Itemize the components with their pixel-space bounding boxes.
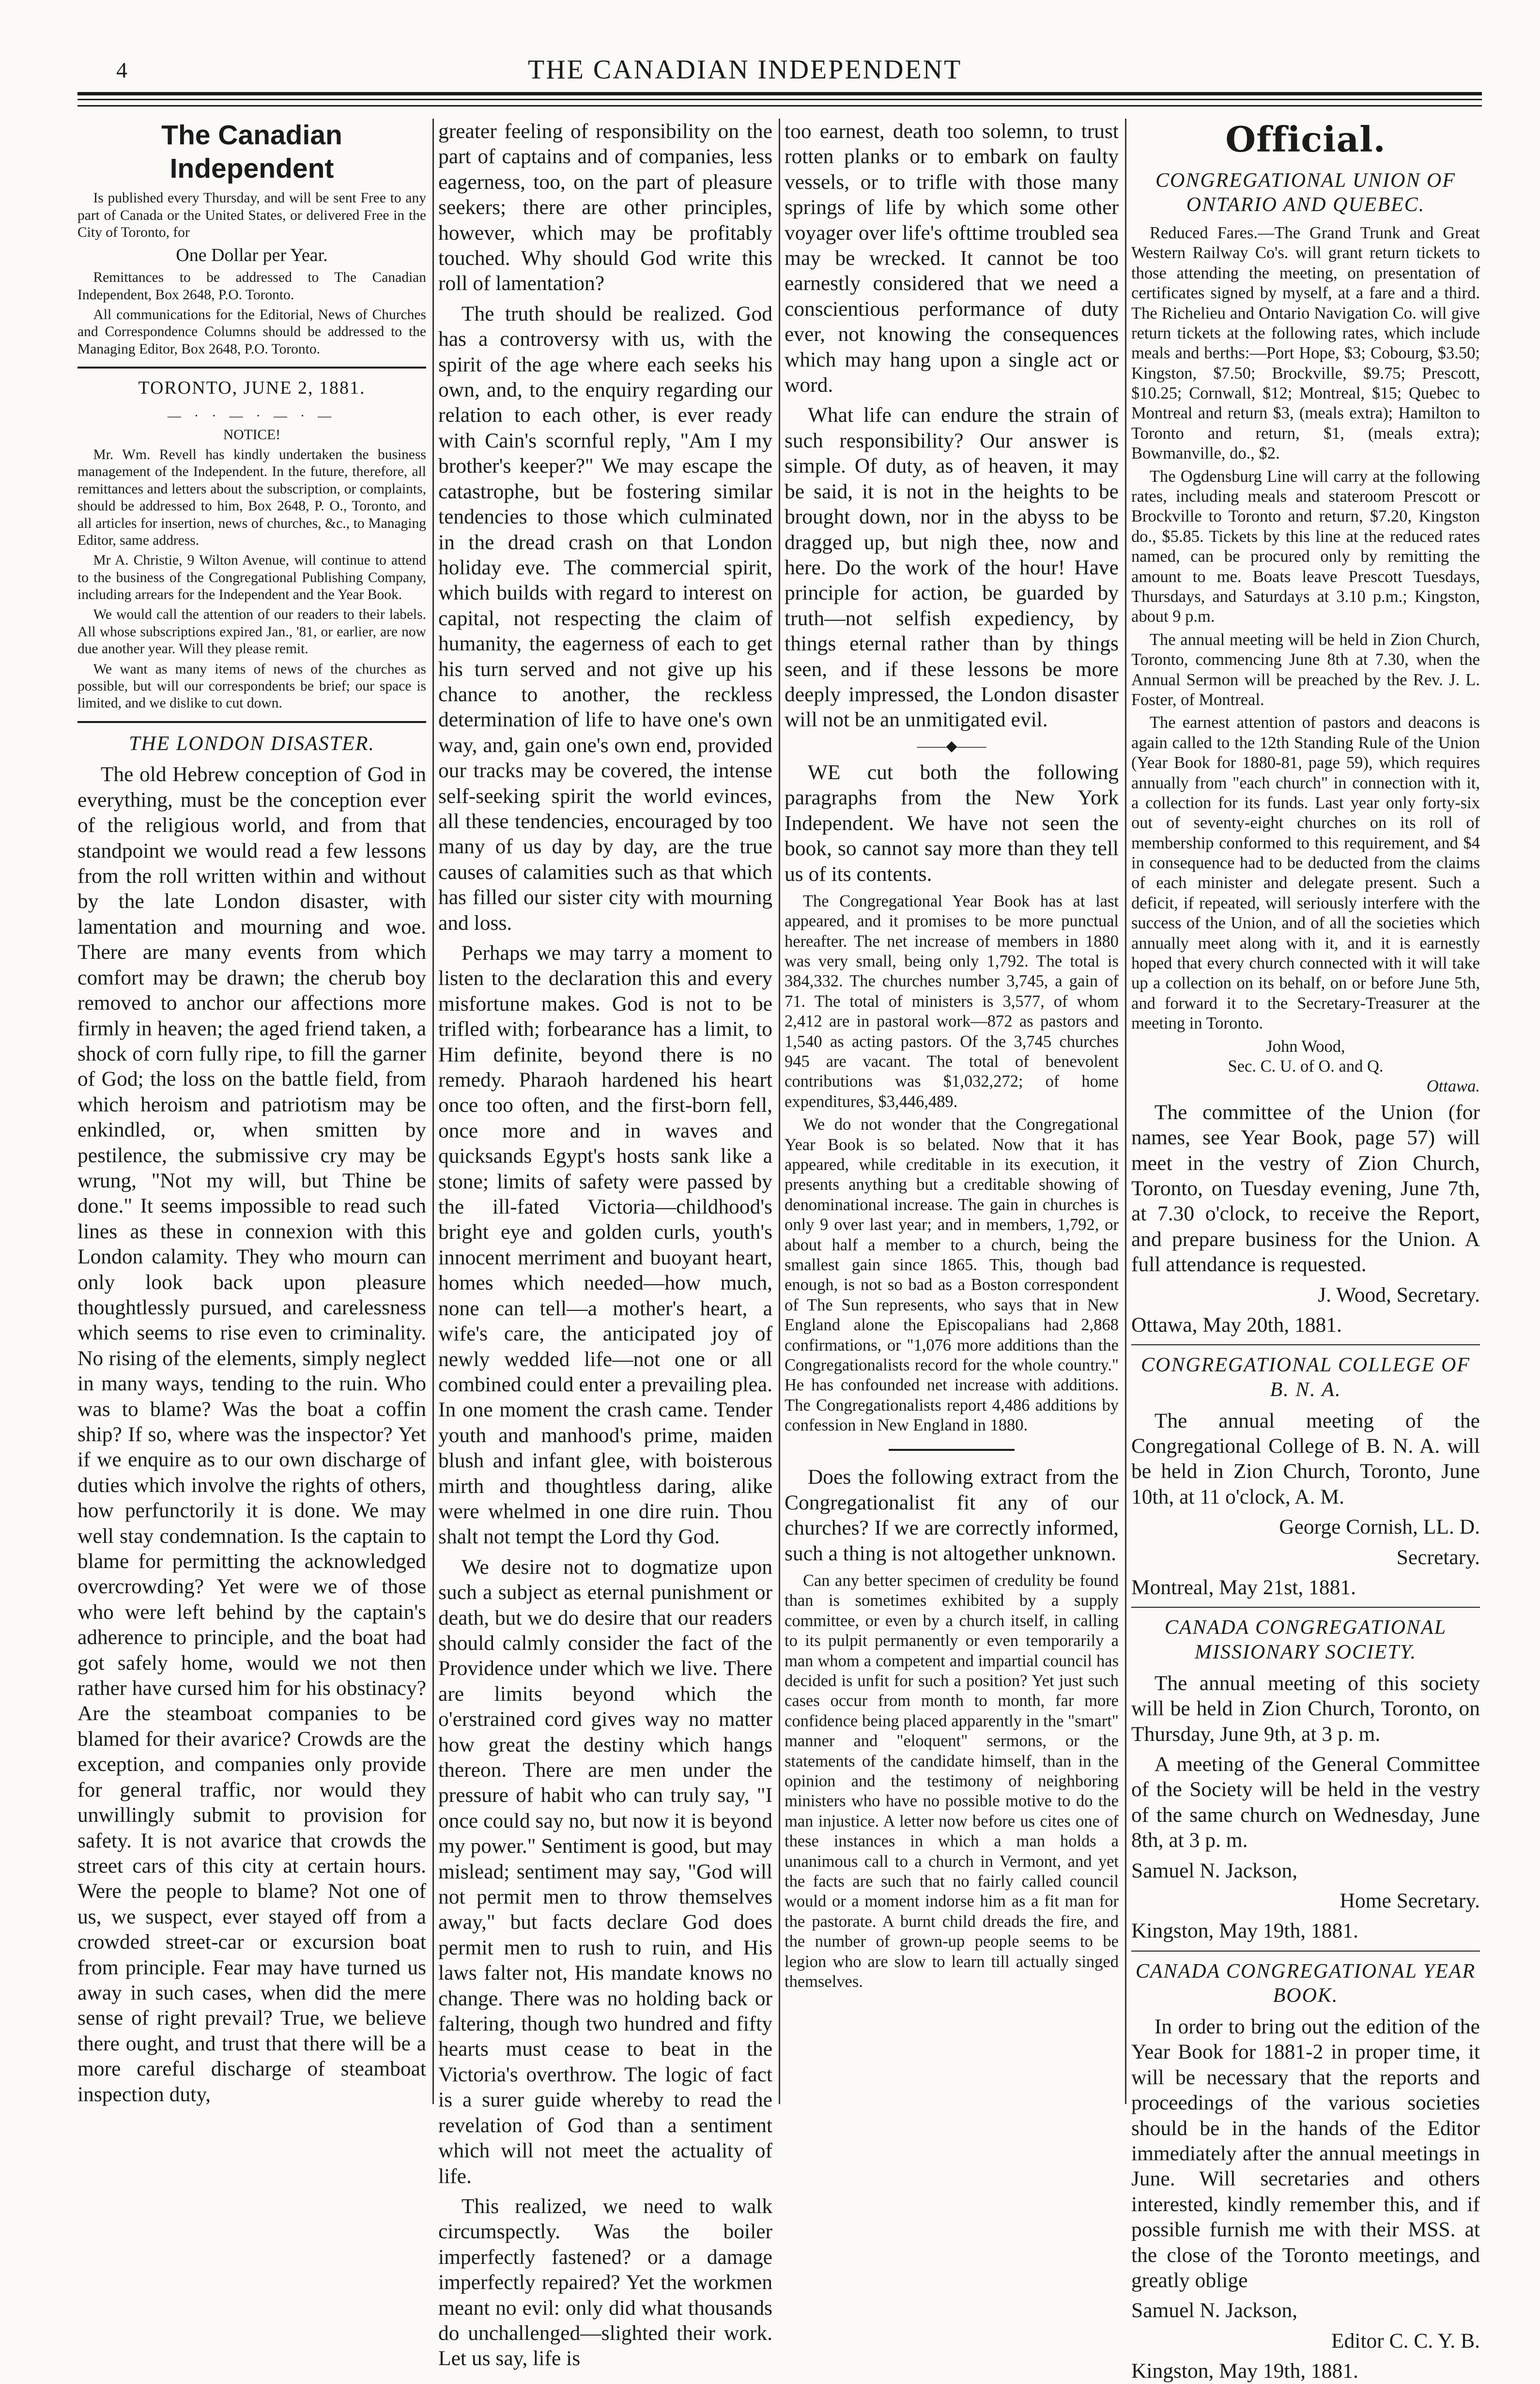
page-number: 4 xyxy=(116,58,127,82)
ornament-divider: — · · — · — · — xyxy=(167,408,337,424)
column-4 xyxy=(1131,119,1480,2383)
signature-place: Ottawa. xyxy=(1426,1077,1480,1096)
signature-title: Editor C. C. Y. B. xyxy=(1331,2329,1480,2353)
signature: Samuel N. Jackson, xyxy=(1131,2299,1298,2322)
notice-paragraph: In order to bring out the edition of the Year Book for 1881-2 in proper time, it will be necessary that the reports and proceedings of the various societies should be in the hands of the Editor immediately after the annual meetings in June. Will secretaries and others interested, kindly remember this, and if possible furnish me with their MSS. at the close of the Toronto meetings, and greatly oblige xyxy=(1131,2015,1480,2292)
heading-congregational-union: CONGREGATIONAL UNION OF ONTARIO AND QUEBEC. xyxy=(1155,169,1456,216)
union-notices xyxy=(1131,223,1480,1097)
masthead-rule-thin xyxy=(77,99,1482,100)
article-paragraph: What life can endure the strain of such responsibility? Our answer is simple. Of duty, as of heaven, it may be said, it is not in the heights to be brought down, nor in the abyss to be dragged up, but nigh thee, now and here. Do the work of the hour! Have principle for action, be guarded by truth—not selfish expediency, by things eternal rather than by things seen, and if these lessons be more deeply impressed, the London disaster will not be an unmitigated evil. xyxy=(785,403,1119,732)
paper-title: The Canadian Independent xyxy=(161,120,342,184)
official-heading: Official. xyxy=(1225,119,1386,160)
article-paragraph: Does the following extract from the Congregationalist fit any of our churches? If we are correctly informed, such a thing is not altogether unknown. xyxy=(785,1465,1119,1565)
signature-name: John Wood, xyxy=(1266,1037,1345,1056)
article-paragraph: The truth should be realized. God has a controversy with us, with the spirit of the age where each seeks his own, and, to the enquiry regarding our relation to each other, is ever ready with Cain's scornful reply, "Am I my brother's keeper?" We may escape the catastrophe, but be fostering similar tendencies to those which culminated in the dread crash on that London holiday eve. The commercial spirit, which builds with regard to interest on capital, not respecting the claim of humanity, the eagerness of each to get his turn served and not give up his chance to another, the reckless determination of life to have one's own way, and, gain one's own end, provided our tracks may be covered, the intense self-seeking spirit the world evinces, all these tendencies, encouraged by too many of us day by day, are the true causes of calamities such as that which has filled our sister city with mourning and loss. xyxy=(438,302,772,935)
masthead-rule-thin-2 xyxy=(77,105,1482,107)
subscription-price: One Dollar per Year. xyxy=(176,245,328,265)
divider xyxy=(889,1449,1015,1451)
signature: Samuel N. Jackson, xyxy=(1131,1859,1298,1882)
quoted-extract xyxy=(785,892,1119,1436)
notice-christie: Mr A. Christie, 9 Wilton Avenue, will continue to attend to the business of the Congregational Publishing Company, including arrears for the Independent and the Year Book. xyxy=(77,553,426,603)
notice-paragraph: Reduced Fares.—The Grand Trunk and Great Western Railway Co's. will grant return tickets to those attending the meeting, on presentation of certificates signed by myself, at a fare and a third. The Richelieu and Ontario Navigation Co. will give return tickets at the following rates, which include meals and berths:—Port Hope, $3; Cobourg, $3.50; Kingston, $7.50; Brockville, $9.75; Prescott, $10.25; Cornwall, $12; Montreal, $15; Quebec to Montreal and return $3, (meals extra); Hamilton to Toronto and return, $1, (meals extra); Bowmanville, do., $2. xyxy=(1131,223,1480,463)
notice-paragraph: A meeting of the General Committee of the Society will be held in the vestry of the same church on Wednesday, June 8th, at 3 p. m. xyxy=(1131,1752,1480,1852)
pub-info: Is published every Thursday, and will be sent Free to any part of Canada or the United States, or delivered Free in the City of Toronto, for xyxy=(77,190,426,241)
article-paragraph: We desire not to dogmatize upon such a subject as eternal punishment or death, but we do desire that our readers should calmly consider the fact of the Providence under which we live. There are limits beyond which the o'erstrained cord gives way no matter how great the destiny which hangs thereon. There are men under the pressure of habit who can truly say, "I once could say no, but now it is beyond my power." Sentiment is good, but may mislead; sentiment may say, "God will not permit men to throw themselves away," but facts declare God does permit men to rush to ruin, and His laws falter not, His mandate knows no change. There was no holding back or faltering, though two hundred and fifty hearts must cease to beat in the Victoria's overthrow. The logic of fact is a surer guide whereby to read the revelation of God than a sentiment which will not meet the actuality of life. xyxy=(438,1555,772,2188)
dateline: Kingston, May 19th, 1881. xyxy=(1131,1919,1358,1943)
notice-revell: Mr. Wm. Revell has kindly undertaken the business management of the Independent. In the future, therefore, all remittances and letters about the subscription, or complaints, should be addressed to him, Box 2648, P. O., Toronto, and all articles for insertion, news of churches, &c., to Managing Editor, same address. xyxy=(77,446,426,548)
quote-paragraph: Can any better specimen of credulity be found than is sometimes exhibited by a supply committee, or even by a church itself, in calling to its pulpit permanently or even temporarily a man whom a competent and impartial council has decided is unfit for such a position? Yet just such cases occur from month to month, far more confidence being placed apparently in the "smart" manner and "eloquent" sermons, or the statements of the candidate himself, than in the opinion and the testimony of neighboring ministers who have no possible motive to do the man injustice. A letter now before us cites one of these instances in which a man holds a unanimous call to a church in Vermont, and yet the facts are such that no fairly called council would or a moment indorse him as a fit man for the pastorate. A burnt child dreads the fire, and the number of grown-up people seems to be legion who are slow to learn till actually singed themselves. xyxy=(785,1571,1119,1991)
article-paragraph: too earnest, death too solemn, to trust rotten planks or to embark on faulty vessels, or to trifle with those many springs of life by which some other voyager over life's ofttime troubled sea may be wrecked. It cannot be too earnestly considered that we need a conscientious performance of duty ever, not knowing the consequences which may hang upon a single act or word. xyxy=(785,120,1119,397)
signature-title: Sec. C. U. of O. and Q. xyxy=(1228,1057,1384,1076)
quote-paragraph: The Congregational Year Book has at last appeared, and it promises to be more punctual hereafter. The net increase of members in 1880 was very small, being only 1,792. The total is 384,332. The churches number 3,745, a gain of 71. The total of ministers is 3,577, of whom 2,412 are in pastoral work—872 as pastors and 1,540 as acting pastors. Of the 3,745 churches 945 are vacant. The total of benevolent contributions was $1,032,272; of home expenditures, $3,446,489. xyxy=(785,892,1119,1111)
dateline: Ottawa, May 20th, 1881. xyxy=(1131,1313,1342,1337)
notice-paragraph: The earnest attention of pastors and deacons is again called to the 12th Standing Rule of the Union (Year Book for 1880-81, page 59), which requires annually from "each church" in connection with it, a collection for its funds. Last year only forty-six out of seventy-eight churches on its roll of membership conformed to this requirement, and $4 in consequence had to be deducted from the claims of each minister and delegate present. Such a deficit, if repeated, will seriously interfere with the success of the Union, and of all the societies which annually meet along with it, and it is earnestly hoped that every church connected with it will take up a collection on its behalf, on or before June 5th, and forward it to the Secretary-Treasurer at the meeting in Toronto. xyxy=(1131,713,1480,1033)
publication-info xyxy=(77,190,426,358)
dateline: Kingston, May 19th, 1881. xyxy=(1131,2359,1358,2383)
signature: J. Wood, Secretary. xyxy=(1318,1283,1480,1307)
column-3 xyxy=(785,119,1119,2109)
notice-paragraph: The Ogdensburg Line will carry at the following rates, including meals and stateroom Prescott or Brockville to Toronto and return, $7.20, Kingston do., $5.85. Tickets by this line at the reduced rates named, can be procured only by remitting the amount to me. Boats leave Prescott Tuesdays, Thursdays, and Saturdays at 3.10 p.m.; Kingston, about 9 p.m. xyxy=(1131,467,1480,626)
article-paragraph: Perhaps we may tarry a moment to listen to the declaration this and every misfortune makes. God is not to be trifled with; forbearance has a limit, to Him definite, beyond there is no remedy. Pharaoh hardened his heart once too often, and the first-born fell, once more and in waves and quicksands Egypt's hosts sank like a stone; limits of safety were passed by the ill-fated Victoria—childhood's bright eye and golden curls, youth's innocent merriment and buoyant heart, homes which needed—how much, none can tell—a mother's heart, a wife's care, the anticipated joy of newly wedded life—not one or all combined could enter a prevailing plea. In one moment the crash came. Tender youth and manhood's prime, maiden blush and infant glee, with boisterous mirth and thoughtless daring, alike were whelmed in one dire ruin. Thou shalt not tempt the Lord thy God. xyxy=(438,941,772,1549)
divider xyxy=(1131,1951,1480,1952)
column-rule xyxy=(432,119,434,2104)
article-paragraph: greater feeling of responsibility on the part of captains and of companies, less eagerness, too, on the part of pleasure seekers; there are other principles, however, which may be profitably touched. Why should God write this roll of lamentation? xyxy=(438,120,772,295)
article-heading-london-disaster: THE LONDON DISASTER. xyxy=(129,732,375,755)
notice-news: We want as many items of news of the churches as possible, but will our correspondents be brief; our space is limited, and we dislike to cut down. xyxy=(77,661,426,711)
divider xyxy=(77,367,426,369)
heading-missionary-society: CANADA CONGREGATIONAL MISSIONARY SOCIETY. xyxy=(1164,1616,1447,1664)
column-rule xyxy=(1125,119,1126,2104)
column-rule xyxy=(779,119,780,2104)
column-2 xyxy=(438,119,772,2370)
divider xyxy=(1131,1607,1480,1608)
notice-heading: NOTICE! xyxy=(223,427,280,443)
article-paragraph: The old Hebrew conception of God in everything, must be the conception ever of the religious world, and from that standpoint we would read a few lessons from the roll written within and without by the late London disaster, with lamentation and mourning and woe. There are many events from which comfort may be drawn; the cherub boy removed to anchor our affections more firmly in heaven; the aged friend taken, a shock of corn fully ripe, to fill the garner of God; the loss on the battle field, from which heroism and patriotism may be enkindled, or, when smitten by pestilence, the submissive cry may be wrung, "Not my will, but Thine be done." It seems impossible to read such lines as these in connexion with this London calamity. They who mourn can only look back upon pleasure thoughtlessly pursued, and carelessness which seems to rise even to criminality. No rising of the elements, simply neglect in many ways, tending to the ruin. Who was to blame? Was the boat a coffin ship? If so, where was the inspector? Yet if we enquire as to our own discharge of duties which involve the rights of others, how perfunctorily it is done. We may well stay condemnation. Is the captain to blame for permitting the acknowledged overcrowding? Yet were we of those who were left behind by the captain's adherence to principle, and the boat had got safely home, would we not then rather have cursed him for his obstinacy? Are the steamboat companies to be blamed for their avarice? Crowds are the exception, and companies only provide for general traffic, nor would they unwillingly submit to provision for safety. It is not avarice that crowds the street cars of this city at certain hours. Were the people to blame? Not one of us, we suspect, ever stayed off from a crowded street-car or excursion boat from principle. Fear may have turned us away in such cases, when did the mere sense of right prevail? True, we believe there ought, and trust that there will be a more careful discharge of steamboat inspection duty, xyxy=(77,763,426,2106)
signature: George Cornish, LL. D. xyxy=(1279,1515,1480,1539)
ornament-divider: ——◆—— xyxy=(917,738,986,754)
dateline: Montreal, May 21st, 1881. xyxy=(1131,1576,1356,1600)
remittances-info: Remittances to be addressed to The Canadian Independent, Box 2648, P.O. Toronto. xyxy=(77,270,426,303)
masthead-rule-thick xyxy=(77,92,1482,95)
masthead: THE CANADIAN INDEPENDENT xyxy=(528,55,962,85)
heading-year-book: CANADA CONGREGATIONAL YEAR BOOK. xyxy=(1135,1960,1476,2007)
signature-title: Secretary. xyxy=(1396,1545,1480,1569)
quote-paragraph: We do not wonder that the Congregational Year Book is so belated. Now that it has appeared, while creditable in its execution, it presents anything but a creditable showing of denominational increase. The gain in churches is only 9 over last year; and in members, 1,792, or about half a member to a church, being the smallest gain since 1865. This, though bad enough, is not so bad as a Boston correspondent of The Sun represents, who says that in New England alone the Episcopalians had 2,868 confirmations, or "1,076 more additions than the Congregationalists record for the whole country." He has confounded net increase with additions. The Congregationalists report 4,486 additions by confession in New England in 1880. xyxy=(785,1115,1119,1435)
signature-title: Home Secretary. xyxy=(1340,1889,1480,1912)
communications-info: All communications for the Editorial, News of Churches and Correspondence Columns should be addressed to the Managing Editor, Box 2648, P.O. Toronto. xyxy=(77,307,426,357)
article-paragraph: WE cut both the following paragraphs from the New York Independent. We have not seen the book, so cannot say more than they tell us of its contents. xyxy=(785,760,1119,886)
divider xyxy=(1131,1344,1480,1345)
notice-labels: We would call the attention of our readers to their labels. All whose subscriptions expired Jan., '81, or earlier, are now due another year. Will they please remit. xyxy=(77,607,426,657)
issue-date: TORONTO, JUNE 2, 1881. xyxy=(138,378,366,399)
notice-paragraph: The annual meeting of this society will be held in Zion Church, Toronto, on Thursday, June 9th, at 3 p. m. xyxy=(1131,1671,1480,1746)
column-1 xyxy=(77,119,426,2109)
quoted-extract xyxy=(785,1571,1119,1992)
divider xyxy=(77,721,426,723)
notice-paragraph: The committee of the Union (for names, see Year Book, page 57) will meet in the vestry of Zion Church, Toronto, on Tuesday evening, June 7th, at 7.30 o'clock, to receive the Report, and prepare business for the Union. A full attendance is requested. xyxy=(1131,1100,1480,1277)
notice-paragraph: The annual meeting of the Congregational College of B. N. A. will be held in Zion Church, Toronto, June 10th, at 11 o'clock, A. M. xyxy=(1131,1409,1480,1508)
article-paragraph: This realized, we need to walk circumspectly. Was the boiler imperfectly fastened? or a damage imperfectly repaired? Yet the workmen meant no evil: only did what thousands do unchallenged—slighted their work. Let us say, life is xyxy=(438,2194,772,2370)
heading-congregational-college: CONGREGATIONAL COLLEGE OF B. N. A. xyxy=(1140,1354,1471,1401)
notice-paragraph: The annual meeting will be held in Zion Church, Toronto, commencing June 8th at 7.30, when the Annual Sermon will be preached by the Rev. J. L. Foster, of Montreal. xyxy=(1131,630,1480,709)
notices xyxy=(77,427,426,712)
